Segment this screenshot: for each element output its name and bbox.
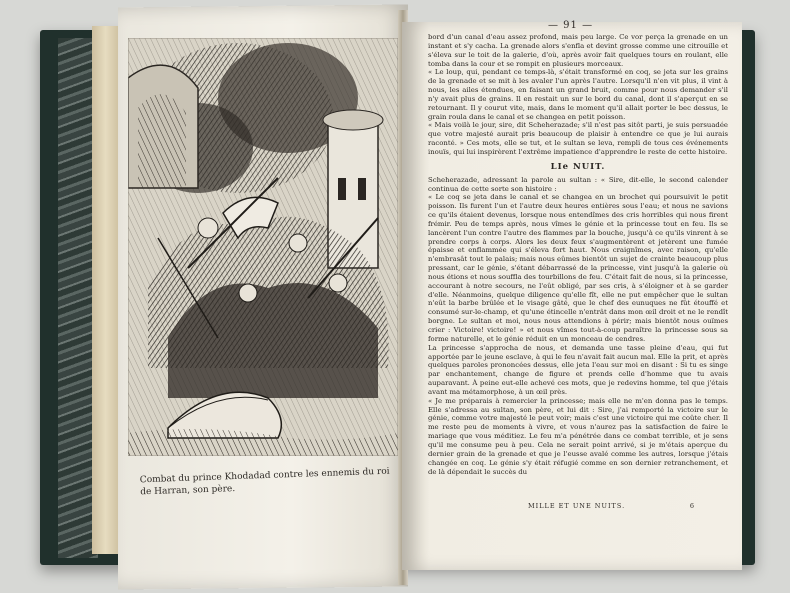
engraving-illustration [128, 38, 398, 456]
paragraph: « Mais voilà le jour, sire, dit Scheherazade; s'il n'est pas sitôt parti, je suis persuadée que votre majesté aurait pris beaucoup de plaisir à entendre ce que je lui aurais raconté. » Ces mots, elle se tut, et le sultan se leva, rempli de tous ces événements inouïs, qui lui inspirèrent l'extrême impatience d'apprendre le reste de cette histoire. [428, 121, 728, 156]
illustration-caption: Combat du prince Khodadad contre les ennemis du roi de Harran, son père. [139, 466, 390, 498]
page-number: — 91 — [548, 20, 594, 31]
section-heading: LIe NUIT. [550, 161, 606, 172]
paragraph: « Le loup, qui, pendant ce temps-là, s'était transformé en coq, se jeta sur les grains de la grenade et se mit à les avaler l'un après l'autre. Lorsqu'il n'en vit plus, il vint à nous, les ailes étendues, en faisant un grand bruit, comme pour nous demander s'il n'y avait plus de grains. Il en restait un sur le bord du canal, dont il s'aperçut en se retournant. Il y courut vite, mais, dans le moment qu'il allait porter le bec dessus, le grain roula dans le canal et se changea en petit poisson. [428, 68, 728, 121]
paragraph: La princesse s'approcha de nous, et demanda une tasse pleine d'eau, qui fut apportée par le jeune esclave, à qui le feu n'avait fait aucun mal. Elle la prit, et après quelques paroles prononcées dessus, elle jeta l'eau sur moi en disant : Si tu es singe par enchantement, change de figure et prends celle d'homme que tu avais auparavant. À peine eut-elle achevé ces mots, que je redevins homme, tel que j'étais avant ma métamorphose, à un œil près. [428, 343, 728, 396]
footer-number: 6 [689, 502, 694, 510]
footer-signature: MILLE ET UNE NUITS. [528, 502, 626, 510]
paragraph: bord d'un canal d'eau assez profond, mais peu large. Ce vor perça la grenade en un instant et s'y cacha. La grenade alors s'enfla et devint grosse comme une citrouille et s'éleva sur le toit de la galerie, d'où, après avoir fait quelques tours en roulant, elle tomba dans la cour et se rompit en plusieurs morceaux. [428, 33, 728, 68]
page-text [428, 33, 728, 476]
paragraph: « Je me préparais à remercier la princesse; mais elle ne m'en donna pas le temps. Elle s'adressa au sultan, son père, et lui dit : Sire, j'ai remporté la victoire sur le génie, comme votre majesté le peut voir; mais c'est une victoire qui me coûte cher. Il me reste peu de moments à vivre, et vous n'aurez pas la satisfaction de faire le mariage que vous méditiez. Le feu m'a pénétrée dans ce combat terrible, et je sens qu'il me consume peu à peu. Cela ne serait point arrivé, si je m'étais aperçue du dernier grain de la grenade et que je l'eusse avalé comme les autres, lorsque j'étais changée en coq. Le génie s'y était réfugié comme en son dernier retranchement, et de là dépendait le succès du [428, 396, 728, 476]
paragraph: « Le coq se jeta dans le canal et se changea en un brochet qui poursuivit le petit poisson. Ils furent l'un et l'autre deux heures entières sous l'eau; et nous ne savions ce qu'ils étaient devenus, lorsque nous entendîmes des cris horribles qui nous firent frémir. Peu de temps après, nous vîmes le génie et la princesse tout en feu. Ils se lancèrent l'un contre l'autre des flammes par la bouche, jusqu'à ce qu'ils vinrent à se prendre corps à corps. Alors les deux feux s'augmentèrent et jetèrent une fumée épaisse et enflammée qui s'éleva fort haut. Nous craignîmes, avec raison, qu'elle n'embrasât tout le palais; mais nous eûmes bientôt un sujet de crainte beaucoup plus pressant, car le génie, s'étant débarrassé de la princesse, vint jusqu'à la galerie où nous étions et nous souffla des tourbillons de feu. C'était fait de nous, si la princesse, accourant à notre secours, ne l'eût obligé, par ses cris, à s'éloigner et à se garder d'elle. Néanmoins, quelque diligence qu'elle fît, elle ne put empêcher que le sultan n'eût la barbe brûlée et le visage gâté, que le chef des eunuques ne fût étouffé et consumé sur-le-champ, et qu'une étincelle n'entrât dans mon œil droit et ne le rendît borgne. Le sultan et moi, nous nous attendions à périr; mais bientôt nous ouïmes crier : Victoire! victoire! » et nous vîmes tout-à-coup paraître la princesse sous sa forme naturelle, et le génie réduit en un monceau de cendres. [428, 193, 728, 343]
paragraph: Scheherazade, adressant la parole au sultan : « Sire, dit-elle, le second calender continua de cette sorte son histoire : [428, 175, 728, 193]
